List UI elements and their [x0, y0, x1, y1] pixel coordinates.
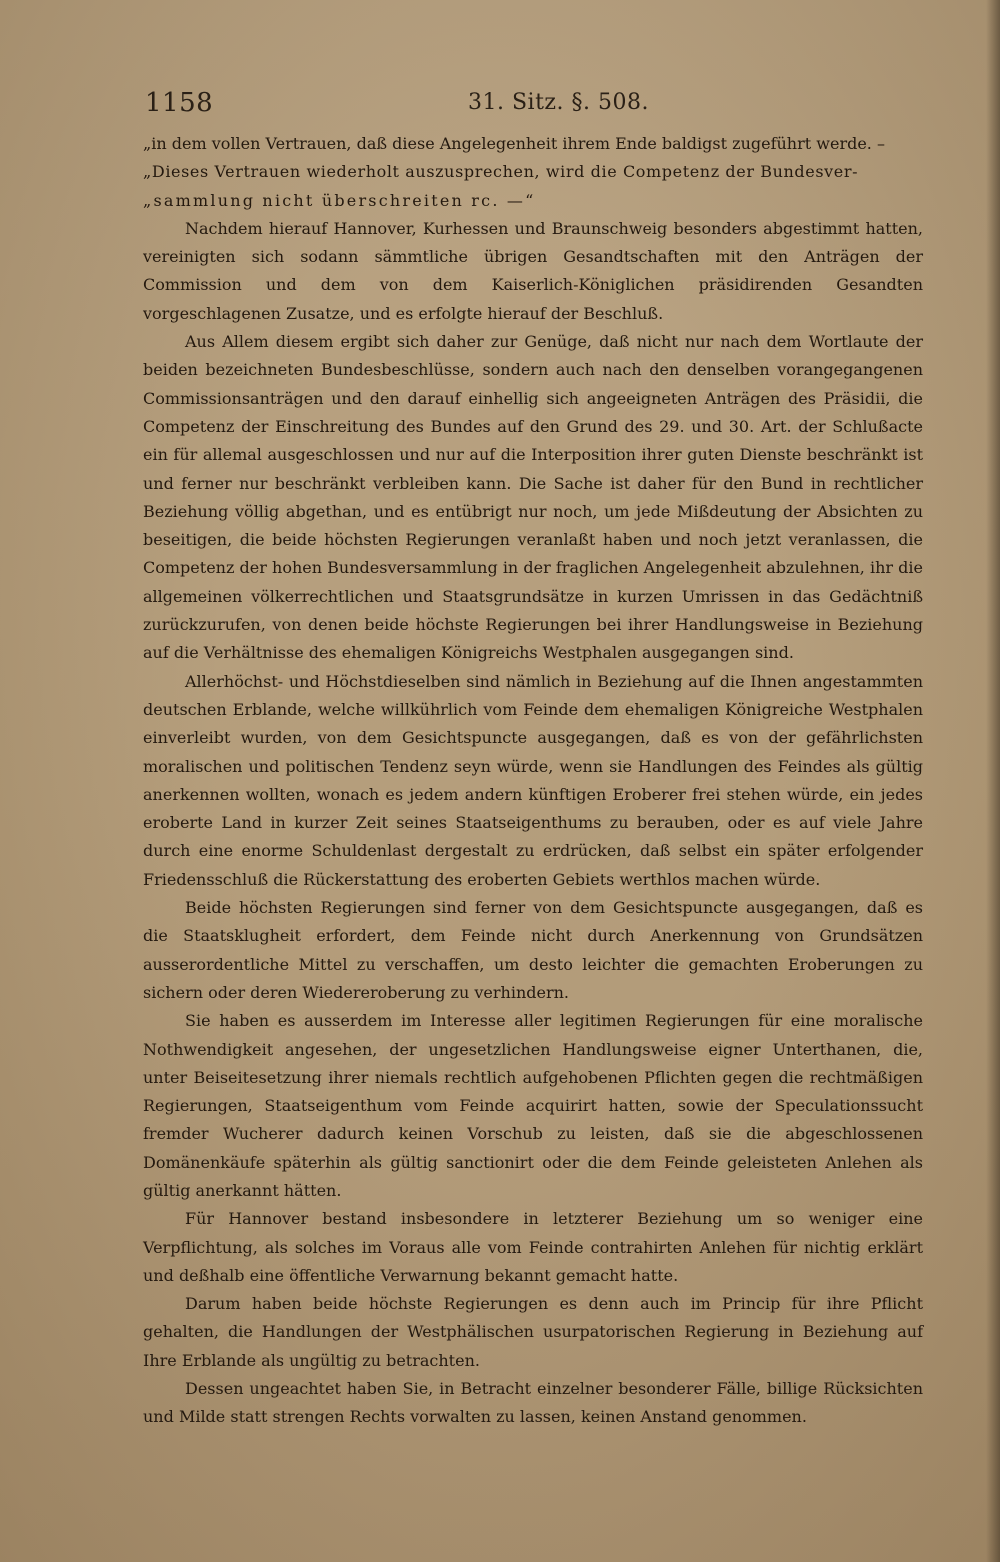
paragraph: Beide höchsten Regierungen sind ferner von dem Gesichtspuncte ausgegangen, daß es die Staatsklugheit erfordert, dem Feinde nicht durch Anerkennung von Grundsätzen ausserordentliche Mittel zu verschaffen, um desto leichter die gemachten Eroberungen zu sichern oder deren Wiedereroberung zu verhindern. — [143, 898, 923, 1002]
paragraph: Darum haben beide höchste Regierungen es denn auch im Princip für ihre Pflicht gehalten, die Handlungen der Westphälischen usurpatorischen Regierung in Beziehung auf Ihre Erblande als ungültig zu betrachten. — [143, 1294, 923, 1370]
body-text — [143, 130, 923, 1432]
page-header — [0, 88, 1000, 124]
paragraph: Für Hannover bestand insbesondere in letzterer Beziehung um so weniger eine Verpflichtung, als solches im Voraus alle vom Feinde contrahirten Anlehen für nichtig erklärt und deßhalb eine öffentliche Verwarnung bekannt gemacht hatte. — [143, 1209, 923, 1285]
quote-line: „Dieses Vertrauen wiederholt auszusprechen, wird die Competenz der Bundesver- — [143, 162, 859, 182]
paragraph: Aus Allem diesem ergibt sich daher zur Genüge, daß nicht nur nach dem Wortlaute der beiden bezeichneten Bundesbeschlüsse, sondern auch nach den denselben vorangegangenen Commissionsanträgen und den darauf einhellig sich angeeigneten Anträgen des Präsidii, die Competenz der Einschreitung des Bundes auf den Grund des 29. und 30. Art. der Schlußacte ein für allemal ausgeschlossen und nur auf die Interposition ihrer guten Dienste beschränkt ist und ferner nur beschränkt verbleiben kann. Die Sache ist daher für den Bund in rechtlicher Beziehung völlig abgethan, und es entübrigt nur noch, um jede Mißdeutung der Absichten zu beseitigen, die beide höchsten Regierungen veranlaßt haben und noch jetzt veranlassen, die Competenz der hohen Bundesversammlung in der fraglichen Angelegenheit abzulehnen, ihr die allgemeinen völkerrechtlichen und Staatsgrundsätze in kurzen Umrissen in das Gedächtniß zurückzurufen, von denen beide höchste Regierungen bei ihrer Handlungsweise in Beziehung auf die Verhältnisse des ehemaligen Königreichs Westphalen ausgegangen sind. — [143, 332, 923, 663]
running-title: 31. Sitz. §. 508. — [468, 90, 649, 115]
page-edge-shadow — [986, 0, 1000, 1562]
paragraph: Nachdem hierauf Hannover, Kurhessen und Braunschweig besonders abgestimmt hatten, vereinigten sich sodann sämmtliche übrigen Gesandtschaften mit den Anträgen der Commission und dem von dem Kaiserlich-Königlichen präsidirenden Gesandten vorgeschlagenen Zusatze, und es erfolgte hierauf der Beschluß. — [143, 218, 923, 323]
page-number: 1158 — [145, 88, 214, 118]
quote-line: „sammlung nicht überschreiten rc. —“ — [143, 190, 536, 210]
paragraph: Sie haben es ausserdem im Interesse aller legitimen Regierungen für eine moralische Nothwendigkeit angesehen, der ungesetzlichen Handlungsweise eigner Unterthanen, die, unter Beiseitesetzung ihrer niemals rechtlich aufgehobenen Pflichten gegen die rechtmäßigen Regierungen, Staatseigenthum vom Feinde acquirirt hatten, sowie der Speculationssucht fremder Wucherer dadurch keinen Vorschub zu leisten, daß sie die abgeschlossenen Domänenkäufe späterhin als gültig sanctionirt oder die dem Feinde geleisteten Anlehen als gültig anerkannt hätten. — [143, 1011, 923, 1200]
quote-line: „in dem vollen Vertrauen, daß diese Angelegenheit ihrem Ende baldigst zugeführt werde. – — [143, 134, 885, 153]
paragraph: Dessen ungeachtet haben Sie, in Betracht einzelner besonderer Fälle, billige Rücksichten und Milde statt strengen Rechts vorwalten zu lassen, keinen Anstand genommen. — [143, 1379, 923, 1427]
paragraph: Allerhöchst- und Höchstdieselben sind nämlich in Beziehung auf die Ihnen angestammten deutschen Erblande, welche willkührlich vom Feinde dem ehemaligen Königreiche Westphalen einverleibt wurden, von dem Gesichtspuncte ausgegangen, daß es von der gefährlichsten moralischen und politischen Tendenz seyn würde, wenn sie Handlungen des Feindes als gültig anerkennen wollten, wonach es jedem andern künftigen Eroberer frei stehen würde, ein jedes eroberte Land in kurzer Zeit seines Staatseigenthums zu berauben, oder es auf viele Jahre durch eine enorme Schuldenlast dergestalt zu erdrücken, daß selbst ein später erfolgender Friedensschluß die Rückerstattung des eroberten Gebiets werthlos machen würde. — [143, 671, 923, 889]
